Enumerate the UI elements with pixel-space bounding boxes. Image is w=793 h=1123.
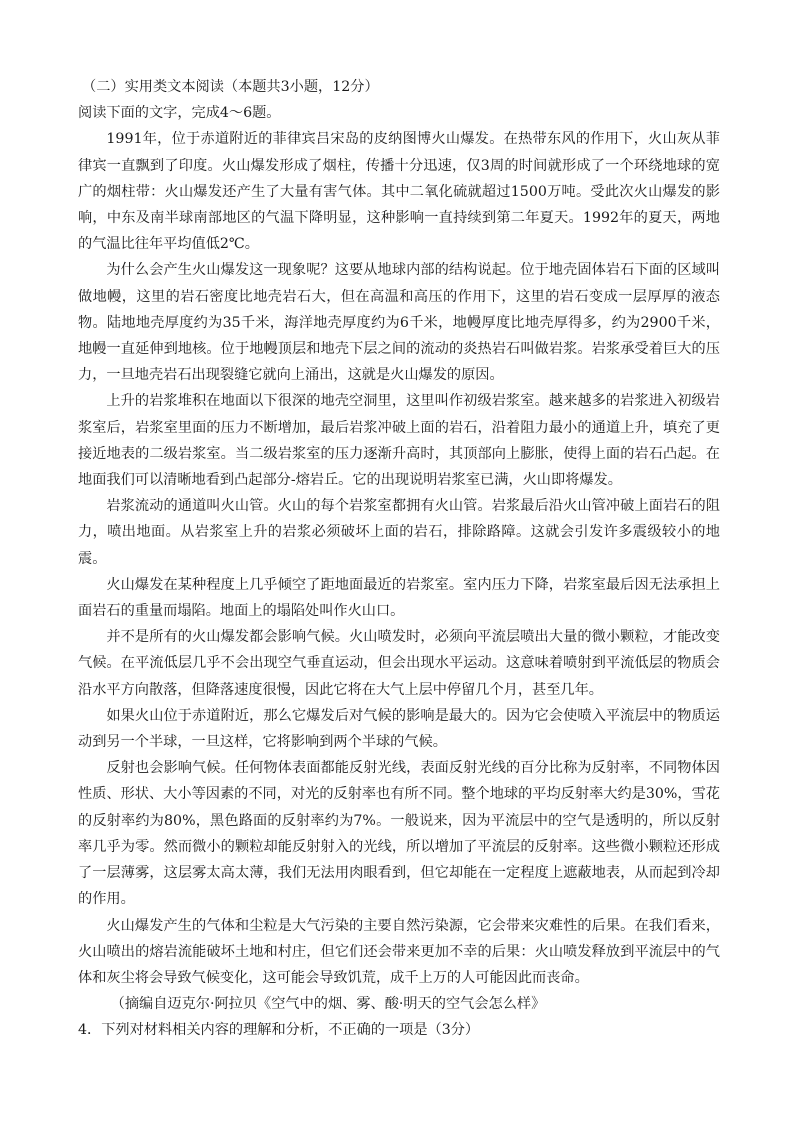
document-page — [78, 74, 720, 1044]
paragraph-5: 火山爆发在某种程度上几乎倾空了距地面最近的岩浆室。室内压力下降，岩浆室最后因无法承担上面岩石的重量而塌陷。地面上的塌陷处叫作火山口。 — [78, 576, 720, 620]
paragraph-7: 如果火山位于赤道附近，那么它爆发后对气候的影响是最大的。因为它会使喷入平流层中的物质运动到另一个半球，一旦这样，它将影响到两个半球的气候。 — [78, 707, 720, 751]
source-citation: （摘编自迈克尔·阿拉贝《空气中的烟、雾、酸·明天的空气会怎么样》 — [110, 996, 546, 1013]
paragraph-3: 上升的岩浆堆积在地面以下很深的地壳空洞里，这里叫作初级岩浆室。越来越多的岩浆进入初级岩浆室后，岩浆室里面的压力不断增加，最后岩浆冲破上面的岩石，沿着阻力最小的通道上升，填充了更接近地表的二级岩浆室。当二级岩浆室的压力逐渐升高时，其顶部向上膨胀，使得上面的岩石凸起。在地面我们可以清晰地看到凸起部分-熔岩丘。它的出现说明岩浆室已满，火山即将爆发。 — [78, 393, 720, 489]
paragraph-4: 岩浆流动的通道叫火山管。火山的每个岩浆室都拥有火山管。岩浆最后沿火山管冲破上面岩石的阻力，喷出地面。从岩浆室上升的岩浆必须破坏上面的岩石，排除路障。这就会引发许多震级较小的地震。 — [78, 498, 720, 567]
paragraph-6: 并不是所有的火山爆发都会影响气候。火山喷发时，必须向平流层喷出大量的微小颗粒，才能改变气候。在平流低层几乎不会出现空气垂直运动，但会出现水平运动。这意味着喷射到平流低层的物质会沿水平方向散落，但降落速度很慢，因此它将在大气上层中停留几个月，甚至几年。 — [78, 629, 720, 698]
section-heading: （二）实用类文本阅读（本题共3小题，12分） — [82, 79, 379, 95]
instruction: 阅读下面的文字，完成4～6题。 — [78, 105, 281, 122]
paragraph-1: 1991年，位于赤道附近的菲律宾吕宋岛的皮纳图博火山爆发。在热带东风的作用下，火山灰从菲律宾一直飘到了印度。火山爆发形成了烟柱，传播十分迅速，仅3周的时间就形成了一个环绕地球的宽广的烟柱带：火山爆发还产生了大量有害气体。其中二氧化硫就超过1500万吨。受此次火山爆发的影响，中东及南半球南部地区的气温下降明显，这种影响一直持续到第二年夏天。1992年的夏天，两地的气温比往年平均值低2℃。 — [78, 131, 720, 253]
paragraph-8: 反射也会影响气候。任何物体表面都能反射光线，表面反射光线的百分比称为反射率，不同物体因性质、形状、大小等因素的不同，对光的反射率也有所不同。整个地球的平均反射率大约是30%，雪花的反射率约为80%，黑色路面的反射率约为7%。一般说来，因为平流层中的空气是透明的，所以反射率几乎为零。然而微小的颗粒却能反射射入的光线，所以增加了平流层的反射率。这些微小颗粒还形成了一层薄雾，这层雾太高太薄，我们无法用肉眼看到，但它却能在一定程度上遮蔽地表，从而起到冷却的作用。 — [78, 760, 720, 908]
question-4: 4．下列对材料相关内容的理解和分析，不正确的一项是（3分） — [78, 1022, 480, 1039]
paragraph-2: 为什么会产生火山爆发这一现象呢？这要从地球内部的结构说起。位于地壳固体岩石下面的区域叫做地幔，这里的岩石密度比地壳岩石大，但在高温和高压的作用下，这里的岩石变成一层厚厚的液态物。陆地地壳厚度约为35千米，海洋地壳厚度约为6千米，地幔厚度比地壳厚得多，约为2900千米，地幔一直延伸到地核。位于地幔顶层和地壳下层之间的流动的炎热岩石叫做岩浆。岩浆承受着巨大的压力，一旦地壳岩石出现裂缝它就向上涌出，这就是火山爆发的原因。 — [78, 262, 720, 384]
paragraph-9: 火山爆发产生的气体和尘粒是大气污染的主要自然污染源，它会带来灾难性的后果。在我们看来，火山喷出的熔岩流能破坏土地和村庄，但它们还会带来更加不幸的后果：火山喷发释放到平流层中的气体和灰尘将会导致气候变化，这可能会导致饥荒，成千上万的人可能因此而丧命。 — [78, 917, 720, 986]
